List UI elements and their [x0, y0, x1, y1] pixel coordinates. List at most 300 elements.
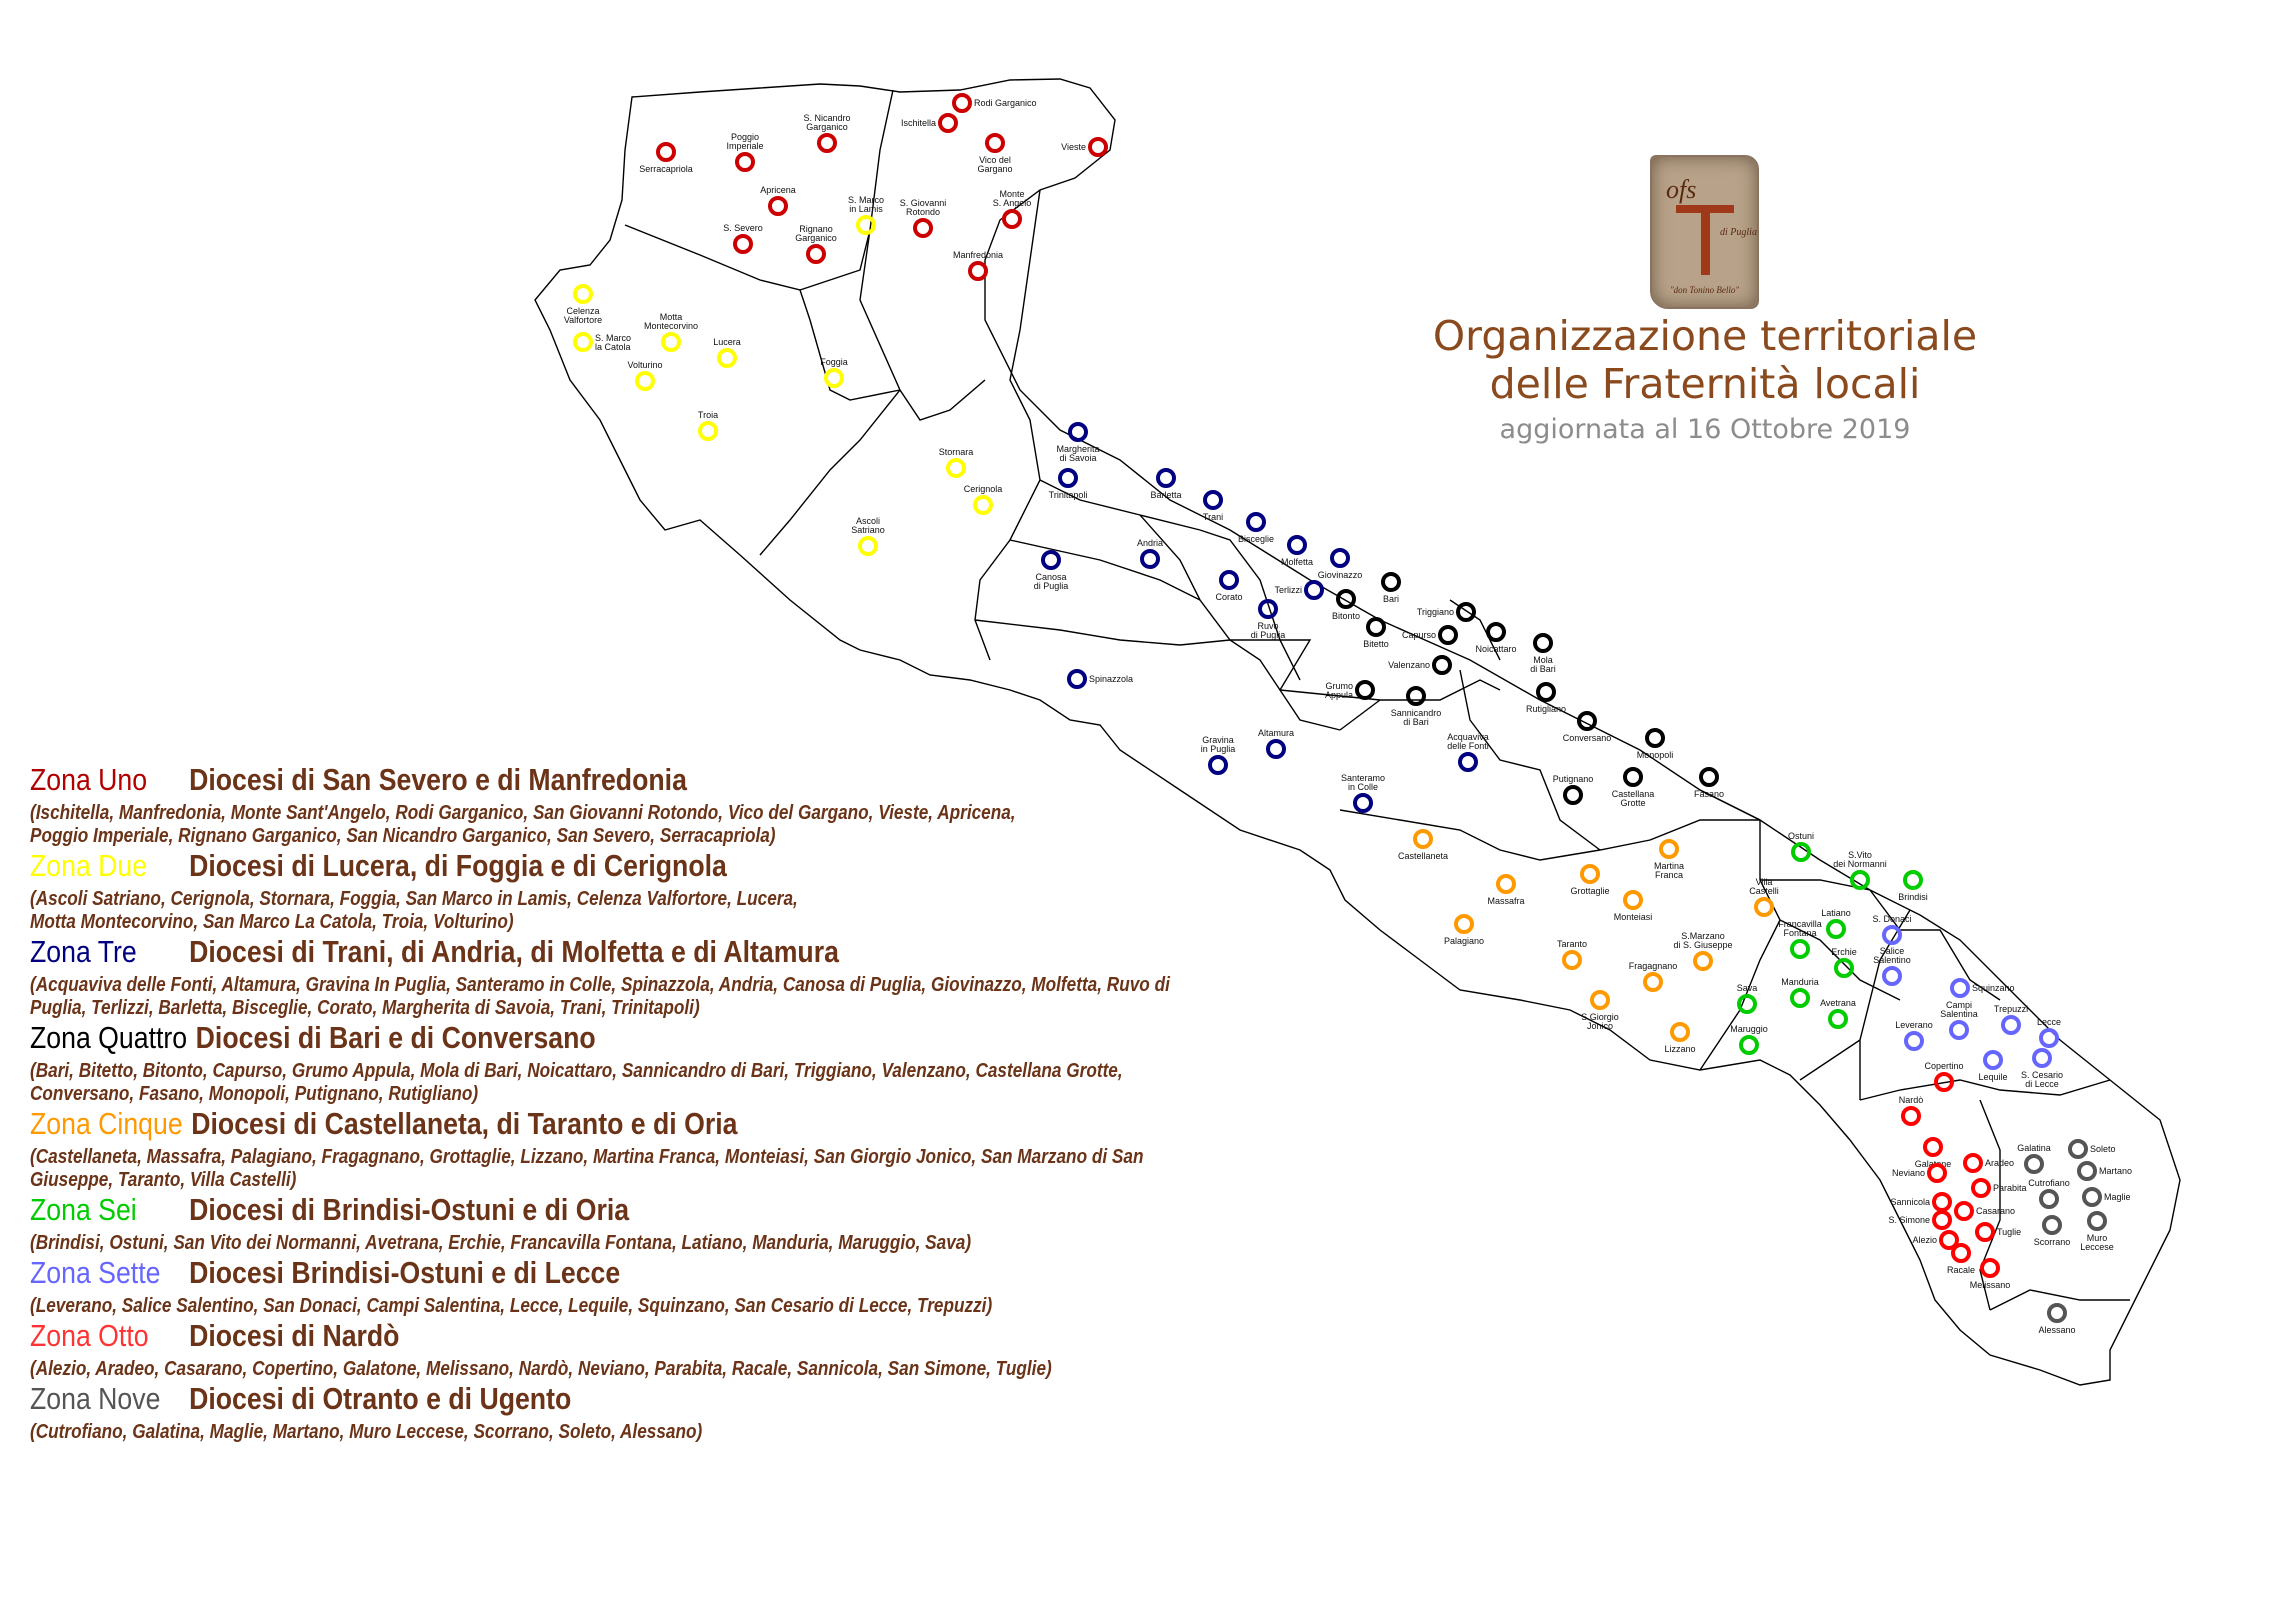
town-ring-icon	[1934, 1194, 1950, 1210]
zone-header	[30, 1381, 1217, 1421]
town-marker	[2070, 1141, 2116, 1157]
town-ring-icon	[700, 423, 716, 439]
town-label: Massafra	[1487, 896, 1525, 906]
town-ring-icon	[1368, 619, 1384, 635]
town-ring-icon	[1906, 1033, 1922, 1049]
town-ring-icon	[1458, 604, 1474, 620]
town-label: Copertino	[1924, 1061, 1964, 1071]
town-label: Bari	[1382, 594, 1400, 604]
town-ring-icon	[1828, 921, 1844, 937]
town-label: Margherita di Savoia	[1056, 444, 1100, 463]
town-label: Bitetto	[1363, 639, 1389, 649]
town-ring-icon	[1498, 876, 1514, 892]
zone-diocesi: Diocesi di Bari e di Conversano	[195, 1020, 596, 1055]
town-label: Aradeo	[1985, 1158, 2015, 1168]
town-marker	[1061, 139, 1106, 155]
town-marker	[1614, 892, 1653, 922]
town-label: Casarano	[1976, 1206, 2016, 1216]
town-ring-icon	[2044, 1217, 2060, 1233]
town-label: Nardò	[1898, 1095, 1924, 1105]
zone-entry	[30, 1255, 1410, 1318]
town-label: S. Marco in Lamis	[847, 195, 885, 214]
zone-towns: (Ascoli Satriano, Cerignola, Stornara, Foggia, San Marco in Lamis, Celenza Valfortore, Lucera, Motta Montecorvino, San Marco La Catola, Troia, Volturino)	[30, 888, 798, 933]
town-label: Mola di Bari	[1530, 655, 1556, 674]
town-marker	[993, 189, 1032, 227]
town-label: Manduria	[1781, 977, 1819, 987]
town-label: Trani	[1202, 512, 1224, 522]
zone-name: Zona Otto	[30, 1318, 149, 1353]
town-label: Martina Franca	[1653, 861, 1685, 880]
town-ring-icon	[1951, 1022, 1967, 1038]
town-marker	[1888, 1212, 1950, 1228]
town-marker	[1318, 550, 1363, 580]
town-marker	[564, 286, 602, 325]
town-label: Vieste	[1061, 142, 1086, 152]
zone-header	[30, 848, 1217, 888]
town-ring-icon	[1695, 953, 1711, 969]
town-ring-icon	[1836, 960, 1852, 976]
town-marker	[1402, 627, 1456, 643]
town-marker	[1977, 1224, 2021, 1240]
town-ring-icon	[1582, 866, 1598, 882]
town-label: Taranto	[1556, 939, 1588, 949]
town-ring-icon	[1934, 1212, 1950, 1228]
town-label: Muro Leccese	[2080, 1233, 2114, 1252]
town-marker	[1034, 552, 1069, 591]
town-label: S. Simone	[1888, 1215, 1930, 1225]
town-label: Ischitella	[900, 118, 936, 128]
town-marker	[1417, 604, 1474, 620]
town-label: Fragagnano	[1628, 961, 1678, 971]
town-marker	[848, 195, 884, 233]
town-label: Latiano	[1821, 908, 1851, 918]
town-marker	[1730, 1024, 1768, 1053]
town-ring-icon	[1268, 741, 1284, 757]
town-label: S. Donaci	[1872, 914, 1912, 924]
town-marker	[1137, 538, 1163, 567]
town-ring-icon	[1647, 730, 1663, 746]
town-label: Monopoli	[1636, 750, 1674, 760]
town-marker	[1238, 514, 1274, 544]
zone-entry	[30, 934, 1410, 1020]
zone-entry	[30, 1020, 1410, 1106]
zone-towns: (Ischitella, Manfredonia, Monte Sant'Angelo, Rodi Garganico, San Giovanni Rotondo, Vico del Gargano, Vieste, Apricena, Poggio Imperiale, Rignano Garganico, San Nicandro Garganico, San Severo, Serracapriola)	[30, 802, 1016, 847]
town-marker	[1970, 1260, 2011, 1290]
zone-name: Zona Uno	[30, 762, 148, 797]
town-marker	[1526, 684, 1566, 714]
town-ring-icon	[1701, 769, 1717, 785]
town-marker	[1899, 1095, 1924, 1124]
zone-header	[30, 1255, 1217, 1295]
town-ring-icon	[2003, 1017, 2019, 1033]
town-label: Cutrofiano	[2028, 1178, 2070, 1188]
town-ring-icon	[1953, 1245, 1969, 1261]
town-ring-icon	[1884, 968, 1900, 984]
town-label: Erchie	[1831, 947, 1857, 957]
town-ring-icon	[637, 373, 653, 389]
town-label: S. Nicandro Garganico	[803, 113, 851, 132]
town-ring-icon	[1248, 514, 1264, 530]
town-label: Troia	[697, 410, 719, 420]
town-marker	[1612, 769, 1655, 808]
town-label: Sannicandro di Bari	[1390, 708, 1442, 727]
zone-towns: (Bari, Bitetto, Bitonto, Capurso, Grumo Appula, Mola di Bari, Noicattaro, Sannicandro di Bari, Triggiano, Valenzano, Castellana Grotte, Conversano, Fasano, Monopoli, Putignano, Rutigliano)	[30, 1060, 1123, 1105]
town-marker	[803, 113, 850, 151]
town-marker	[2028, 1178, 2070, 1207]
zone-header	[30, 1020, 1217, 1060]
town-marker	[1215, 572, 1242, 602]
town-label: S.Marzano di S. Giuseppe	[1673, 931, 1733, 950]
town-label: Bisceglie	[1237, 534, 1275, 544]
town-marker	[1831, 947, 1857, 976]
town-label: Giovinazzo	[1317, 570, 1363, 580]
town-marker	[1487, 876, 1524, 906]
page-subtitle: aggiornata al 16 Ottobre 2019	[1499, 414, 1911, 445]
town-ring-icon	[1792, 941, 1808, 957]
town-label: Alezio	[1912, 1235, 1937, 1245]
town-label: Sannicola	[1890, 1197, 1930, 1207]
town-label: Putignano	[1552, 774, 1594, 784]
town-ring-icon	[1741, 1037, 1757, 1053]
town-label: Conversano	[1562, 733, 1612, 743]
town-ring-icon	[1408, 688, 1424, 704]
town-ring-icon	[948, 460, 964, 476]
zone-entry	[30, 762, 1410, 848]
town-marker	[713, 337, 741, 366]
zone-entry	[30, 1318, 1410, 1381]
town-ring-icon	[1985, 1052, 2001, 1068]
town-marker	[575, 333, 631, 352]
town-marker	[1056, 424, 1099, 463]
town-ring-icon	[1565, 787, 1581, 803]
town-label: Vico del Gargano	[977, 155, 1013, 174]
town-label: Alessano	[2038, 1325, 2076, 1335]
town-marker	[1447, 732, 1489, 770]
town-label: Ruvo di Puglia	[1250, 621, 1286, 640]
town-marker	[1281, 537, 1313, 567]
zone-diocesi: Diocesi di Castellaneta, di Taranto e di Oria	[191, 1106, 738, 1141]
town-marker	[1637, 730, 1674, 760]
town-label: Palagiano	[1443, 936, 1485, 946]
town-ring-icon	[1221, 572, 1237, 588]
town-marker	[1581, 992, 1619, 1031]
town-label: Triggiano	[1416, 607, 1454, 617]
town-ring-icon	[1289, 537, 1305, 553]
town-ring-icon	[1158, 470, 1174, 486]
town-ring-icon	[1383, 574, 1399, 590]
town-ring-icon	[1792, 990, 1808, 1006]
town-marker	[2038, 1305, 2075, 1335]
title-line-1: Organizzazione territoriale	[1432, 312, 1978, 360]
town-label: Maruggio	[1730, 1024, 1768, 1034]
town-label: Galatina	[2017, 1143, 2051, 1153]
town-label: Barletta	[1150, 490, 1182, 500]
town-label: Fasano	[1693, 789, 1725, 799]
town-ring-icon	[1142, 551, 1158, 567]
town-label: Corato	[1215, 592, 1243, 602]
town-marker	[1956, 1203, 2015, 1219]
town-marker	[2017, 1143, 2051, 1172]
town-label: Lizzano	[1664, 1044, 1696, 1054]
town-marker	[953, 250, 1003, 279]
town-ring-icon	[1460, 754, 1476, 770]
town-label: S. Severo	[723, 223, 763, 233]
town-ring-icon	[1069, 671, 1085, 687]
town-ring-icon	[719, 350, 735, 366]
ofs-logo	[1650, 155, 1759, 309]
town-marker	[1391, 688, 1442, 727]
town-ring-icon	[1060, 470, 1076, 486]
town-label: Trinitapoli	[1048, 490, 1088, 500]
town-marker	[1383, 574, 1399, 604]
town-marker	[1150, 470, 1181, 500]
town-marker	[1940, 1000, 1978, 1038]
town-marker	[1965, 1155, 2014, 1171]
town-marker	[2079, 1163, 2132, 1179]
town-label: Foggia	[820, 357, 848, 367]
town-ring-icon	[2034, 1050, 2050, 1066]
town-marker	[1325, 681, 1373, 700]
town-ring-icon	[915, 220, 931, 236]
town-label: Lequile	[1978, 1072, 2008, 1082]
town-ring-icon	[1415, 831, 1431, 847]
town-ring-icon	[1645, 974, 1661, 990]
town-label: S. Giovanni Rotondo	[899, 198, 947, 217]
zone-towns: (Alezio, Aradeo, Casarano, Copertino, Galatone, Melissano, Nardò, Neviano, Parabita, Racale, Sannicola, San Simone, Tuglie)	[30, 1358, 1052, 1380]
town-marker	[1820, 998, 1856, 1027]
town-marker	[1994, 1004, 2028, 1033]
town-ring-icon	[737, 154, 753, 170]
town-marker	[1952, 980, 2015, 996]
zone-towns: (Acquaviva delle Fonti, Altamura, Gravina In Puglia, Santeramo in Colle, Spinazzola, Andria, Canosa di Puglia, Giovinazzo, Molfetta, Ruvo di Puglia, Terlizzi, Barletta, Bisceglie, Corato, Margherita di Savoia, Trani, Trinitapoli)	[30, 974, 1170, 1019]
zone-header	[30, 934, 1217, 974]
town-ring-icon	[860, 538, 876, 554]
town-marker	[1274, 582, 1322, 598]
town-label: S.Giorgio Jonico	[1581, 1012, 1619, 1031]
town-label: Grumo Appula	[1324, 681, 1353, 700]
town-label: Maglie	[2104, 1192, 2131, 1202]
town-label: Leverano	[1895, 1020, 1933, 1030]
zone-name: Zona Sette	[30, 1255, 161, 1290]
logo-puglia-text: di Puglia	[1720, 227, 1757, 238]
town-marker	[726, 132, 763, 170]
town-ring-icon	[575, 286, 591, 302]
town-ring-icon	[1004, 211, 1020, 227]
zone-entry	[30, 1106, 1410, 1192]
town-ring-icon	[1830, 1011, 1846, 1027]
town-label: S. Marco la Catola	[595, 333, 632, 352]
town-marker	[2084, 1189, 2131, 1205]
town-label: Stornara	[938, 447, 974, 457]
town-label: Terlizzi	[1274, 585, 1302, 595]
town-ring-icon	[1625, 769, 1641, 785]
town-marker	[1475, 624, 1516, 654]
town-marker	[639, 144, 693, 174]
town-label: Canosa di Puglia	[1033, 572, 1069, 591]
town-marker	[1251, 601, 1286, 640]
town-label: Tuglie	[1997, 1227, 2022, 1237]
town-ring-icon	[1973, 1180, 1989, 1196]
town-ring-icon	[2049, 1305, 2065, 1321]
town-marker	[1895, 1020, 1933, 1049]
zone-towns: (Castellaneta, Massafra, Palagiano, Fragagnano, Grottaglie, Lizzano, Martina Franca, Monteiasi, San Giorgio Jonico, San Marzano di San Giuseppe, Taranto, Villa Castelli)	[30, 1146, 1144, 1191]
town-ring-icon	[2041, 1191, 2057, 1207]
town-ring-icon	[1357, 682, 1373, 698]
town-marker	[2034, 1217, 2071, 1247]
town-ring-icon	[970, 263, 986, 279]
town-marker	[1737, 983, 1758, 1012]
zone-diocesi: Diocesi Brindisi-Ostuni e di Lecce	[189, 1255, 621, 1290]
town-label: Andria	[1136, 538, 1164, 548]
town-label: Altamura	[1257, 728, 1295, 738]
town-ring-icon	[1070, 424, 1086, 440]
zone-name: Zona Tre	[30, 934, 137, 969]
town-marker	[1912, 1232, 1957, 1248]
town-ring-icon	[1535, 635, 1551, 651]
town-marker	[1978, 1052, 2007, 1082]
town-ring-icon	[1956, 1203, 1972, 1219]
town-label: Volturino	[627, 360, 663, 370]
town-marker	[723, 223, 763, 252]
town-marker	[1553, 774, 1594, 803]
town-marker	[627, 360, 662, 389]
town-ring-icon	[1306, 582, 1322, 598]
town-label: Francavilla Fontana	[1778, 919, 1822, 938]
town-marker	[698, 410, 718, 439]
town-ring-icon	[2070, 1141, 2086, 1157]
zone-diocesi: Diocesi di Lucera, di Foggia e di Cerignola	[189, 848, 727, 883]
town-marker	[1363, 619, 1389, 649]
town-label: Capurso	[1401, 630, 1436, 640]
tau-icon	[1690, 205, 1720, 275]
town-label: Apricena	[760, 185, 796, 195]
town-ring-icon	[2089, 1213, 2105, 1229]
town-label: Castellana Grotte	[1611, 789, 1655, 808]
town-ring-icon	[1905, 872, 1921, 888]
town-marker	[1629, 961, 1678, 990]
town-marker	[1781, 977, 1819, 1006]
town-ring-icon	[940, 115, 956, 131]
logo-name-text: "don Tonino Bello"	[1669, 285, 1740, 295]
town-label: Celenza Valfortore	[563, 306, 603, 325]
town-label: Cerignola	[963, 484, 1003, 494]
town-marker	[1563, 713, 1612, 743]
town-marker	[954, 95, 1037, 111]
town-ring-icon	[1672, 1024, 1688, 1040]
page-title	[1410, 312, 2000, 408]
town-label: Avetrana	[1820, 998, 1856, 1008]
zone-diocesi: Diocesi di Brindisi-Ostuni e di Oria	[189, 1192, 630, 1227]
town-ring-icon	[770, 198, 786, 214]
town-marker	[2080, 1213, 2114, 1252]
town-label: Squinzano	[1972, 983, 2015, 993]
town-ring-icon	[1488, 624, 1504, 640]
town-label: Racale	[1946, 1265, 1976, 1275]
town-ring-icon	[1756, 899, 1772, 915]
town-label: Scorrano	[2033, 1237, 2071, 1247]
town-label: Acquaviva delle Fonti	[1447, 732, 1489, 751]
town-ring-icon	[987, 135, 1003, 151]
town-ring-icon	[1332, 550, 1348, 566]
town-marker	[1049, 470, 1088, 500]
zone-entry	[30, 1381, 1410, 1444]
town-label: Villa Castelli	[1749, 877, 1779, 896]
zone-diocesi: Diocesi di Trani, di Andria, di Molfetta e di Altamura	[189, 934, 839, 969]
town-marker	[1821, 908, 1851, 937]
town-label: S.Vito dei Normanni	[1833, 850, 1887, 869]
town-ring-icon	[975, 497, 991, 513]
town-label: Rodi Garganico	[974, 98, 1037, 108]
town-ring-icon	[858, 217, 874, 233]
town-label: Parabita	[1993, 1183, 2027, 1193]
town-label: Brindisi	[1898, 892, 1928, 902]
town-label: Grottaglie	[1570, 886, 1610, 896]
town-ring-icon	[2041, 1030, 2057, 1046]
town-label: Lecce	[2036, 1017, 2062, 1027]
zone-header	[30, 1106, 1217, 1146]
town-ring-icon	[1925, 1139, 1941, 1155]
town-label: Noicattaro	[1475, 644, 1517, 654]
town-marker	[1258, 728, 1294, 757]
town-label: Rutigliano	[1525, 704, 1567, 714]
town-ring-icon	[808, 246, 824, 262]
zone-diocesi: Diocesi di Nardò	[189, 1318, 400, 1353]
town-marker	[964, 484, 1003, 513]
town-ring-icon	[1952, 980, 1968, 996]
zone-entry	[30, 848, 1410, 934]
title-line-2: delle Fraternità locali	[1489, 360, 1921, 408]
zone-name: Zona Due	[30, 848, 148, 883]
town-ring-icon	[1043, 552, 1059, 568]
town-ring-icon	[663, 334, 679, 350]
town-marker	[1898, 872, 1928, 902]
town-marker	[1654, 841, 1684, 880]
town-marker	[1388, 657, 1450, 673]
town-label: Martano	[2099, 1166, 2133, 1176]
town-marker	[1694, 769, 1724, 799]
town-label: Salice Salentino	[1873, 946, 1911, 965]
zone-header	[30, 1192, 1217, 1232]
zone-header	[30, 762, 1217, 802]
town-label: Manfredonia	[952, 250, 1004, 260]
zone-name: Zona Quattro	[30, 1020, 188, 1055]
town-label: Bitonto	[1331, 611, 1361, 621]
town-label: Lucera	[713, 337, 741, 347]
town-ring-icon	[1903, 1108, 1919, 1124]
town-marker	[900, 198, 947, 236]
town-marker	[939, 447, 974, 476]
town-ring-icon	[1338, 591, 1354, 607]
town-label: Trepuzzi	[1993, 1004, 2029, 1014]
town-marker	[1788, 831, 1814, 860]
town-label: Neviano	[1891, 1168, 1925, 1178]
town-marker	[1444, 916, 1484, 946]
town-marker	[1833, 850, 1887, 888]
town-label: Rignano Garganico	[795, 224, 837, 243]
town-label: Santeramo in Colle	[1340, 773, 1386, 792]
town-marker	[644, 312, 698, 350]
town-marker	[1530, 635, 1556, 674]
zone-header	[30, 1318, 1217, 1358]
town-ring-icon	[1434, 657, 1450, 673]
town-marker	[1570, 866, 1609, 896]
town-marker	[795, 224, 837, 262]
town-marker	[1890, 1194, 1950, 1210]
zone-diocesi: Diocesi di San Severo e di Manfredonia	[189, 762, 687, 797]
town-label: Motta Montecorvino	[643, 312, 699, 331]
town-label: Spinazzola	[1089, 674, 1134, 684]
town-ring-icon	[954, 95, 970, 111]
